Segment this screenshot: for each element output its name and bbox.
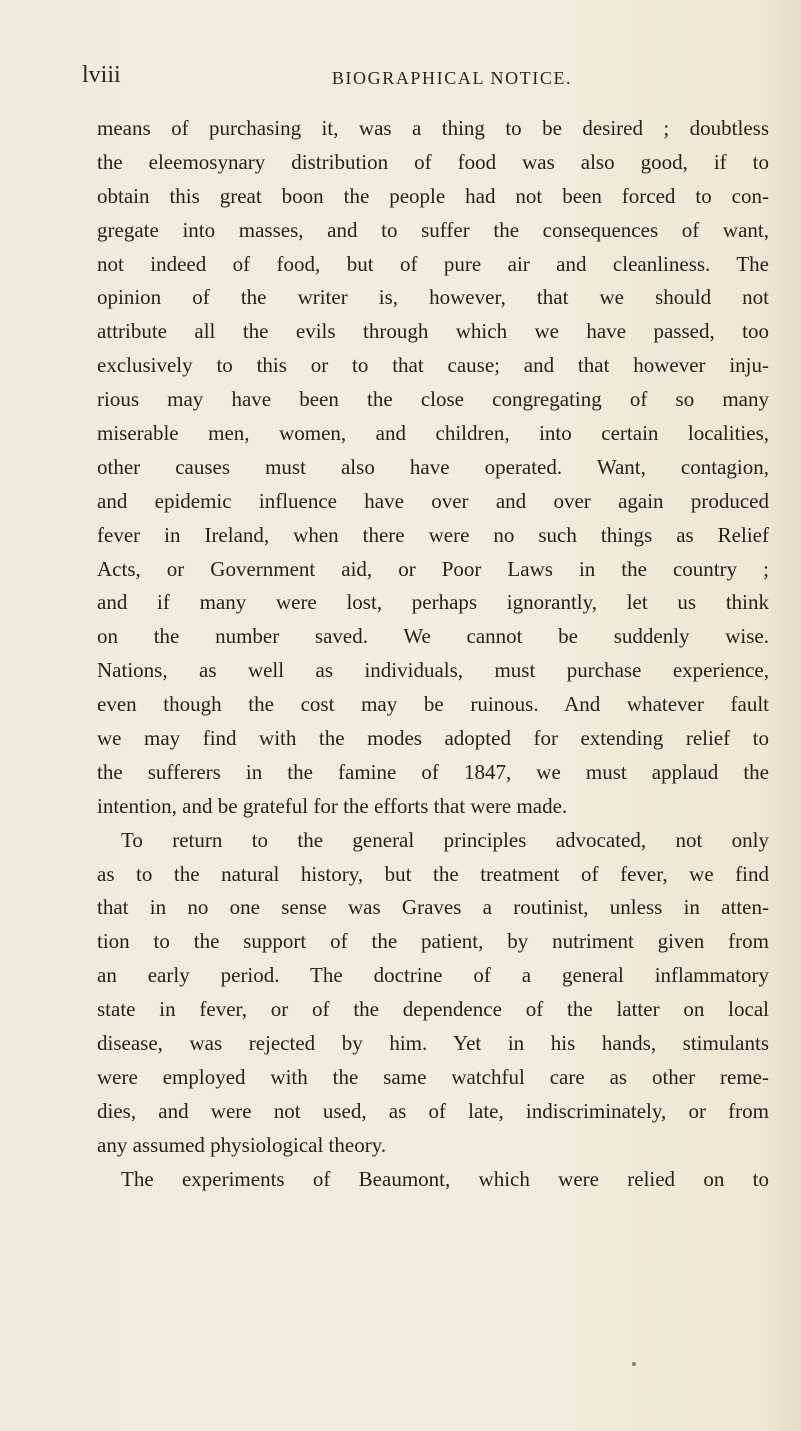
text-line: were employed with the same watchful care as other reme- bbox=[97, 1064, 769, 1089]
text-line: disease, was rejected by him. Yet in his hands, stimulants bbox=[97, 1031, 769, 1056]
text-line: that in no one sense was Graves a routinist, unless in atten- bbox=[97, 895, 769, 920]
page-number: lviii bbox=[82, 62, 121, 88]
text-line: intention, and be grateful for the efforts that were made. bbox=[97, 793, 568, 818]
text-line: attribute all the evils through which we have passed, too bbox=[97, 319, 769, 344]
text-line: an early period. The doctrine of a general inflammatory bbox=[97, 963, 769, 988]
text-line: as to the natural history, but the treatment of fever, we find bbox=[97, 861, 769, 886]
text-line: on the number saved. We cannot be suddenly wise. bbox=[97, 624, 769, 649]
ink-speck bbox=[632, 1362, 636, 1366]
text-line: means of purchasing it, was a thing to be desired ; doubtless bbox=[97, 116, 769, 140]
body-text bbox=[97, 112, 769, 1197]
text-line: dies, and were not used, as of late, indiscriminately, or from bbox=[97, 1098, 769, 1123]
page-header bbox=[82, 62, 782, 92]
text-line: opinion of the writer is, however, that we should not bbox=[97, 285, 769, 310]
text-line: and if many were lost, perhaps ignorantly, let us think bbox=[97, 590, 769, 615]
paragraph-start-line: The experiments of Beaumont, which were relied on to bbox=[121, 1166, 769, 1191]
text-line: Acts, or Government aid, or Poor Laws in the country ; bbox=[97, 556, 769, 581]
text-line: the eleemosynary distribution of food was also good, if to bbox=[97, 149, 769, 174]
text-line: any assumed physiological theory. bbox=[97, 1132, 387, 1157]
text-line: miserable men, women, and children, into certain localities, bbox=[97, 421, 769, 446]
text-line: fever in Ireland, when there were no such things as Relief bbox=[97, 522, 769, 547]
text-line: Nations, as well as individuals, must purchase experience, bbox=[97, 658, 769, 683]
text-line: we may find with the modes adopted for extending relief to bbox=[97, 726, 769, 751]
text-line: not indeed of food, but of pure air and cleanliness. The bbox=[97, 251, 769, 276]
text-line: the sufferers in the famine of 1847, we must applaud the bbox=[97, 759, 769, 784]
text-line: exclusively to this or to that cause; and that however inju- bbox=[97, 353, 769, 378]
text-line: other causes must also have operated. Want, contagion, bbox=[97, 454, 769, 479]
text-line: gregate into masses, and to suffer the consequences of want, bbox=[97, 217, 769, 242]
text-line: rious may have been the close congregating of so many bbox=[97, 387, 769, 412]
text-line: and epidemic influence have over and over again produced bbox=[97, 488, 769, 513]
running-head: BIOGRAPHICAL NOTICE. bbox=[331, 68, 573, 88]
paragraph-start-line: To return to the general principles advocated, not only bbox=[121, 827, 769, 852]
text-line: obtain this great boon the people had not been forced to con- bbox=[97, 183, 769, 208]
text-line: even though the cost may be ruinous. And whatever fault bbox=[97, 692, 769, 717]
text-line: tion to the support of the patient, by nutriment given from bbox=[97, 929, 769, 954]
text-line: state in fever, or of the dependence of the latter on local bbox=[97, 997, 769, 1022]
